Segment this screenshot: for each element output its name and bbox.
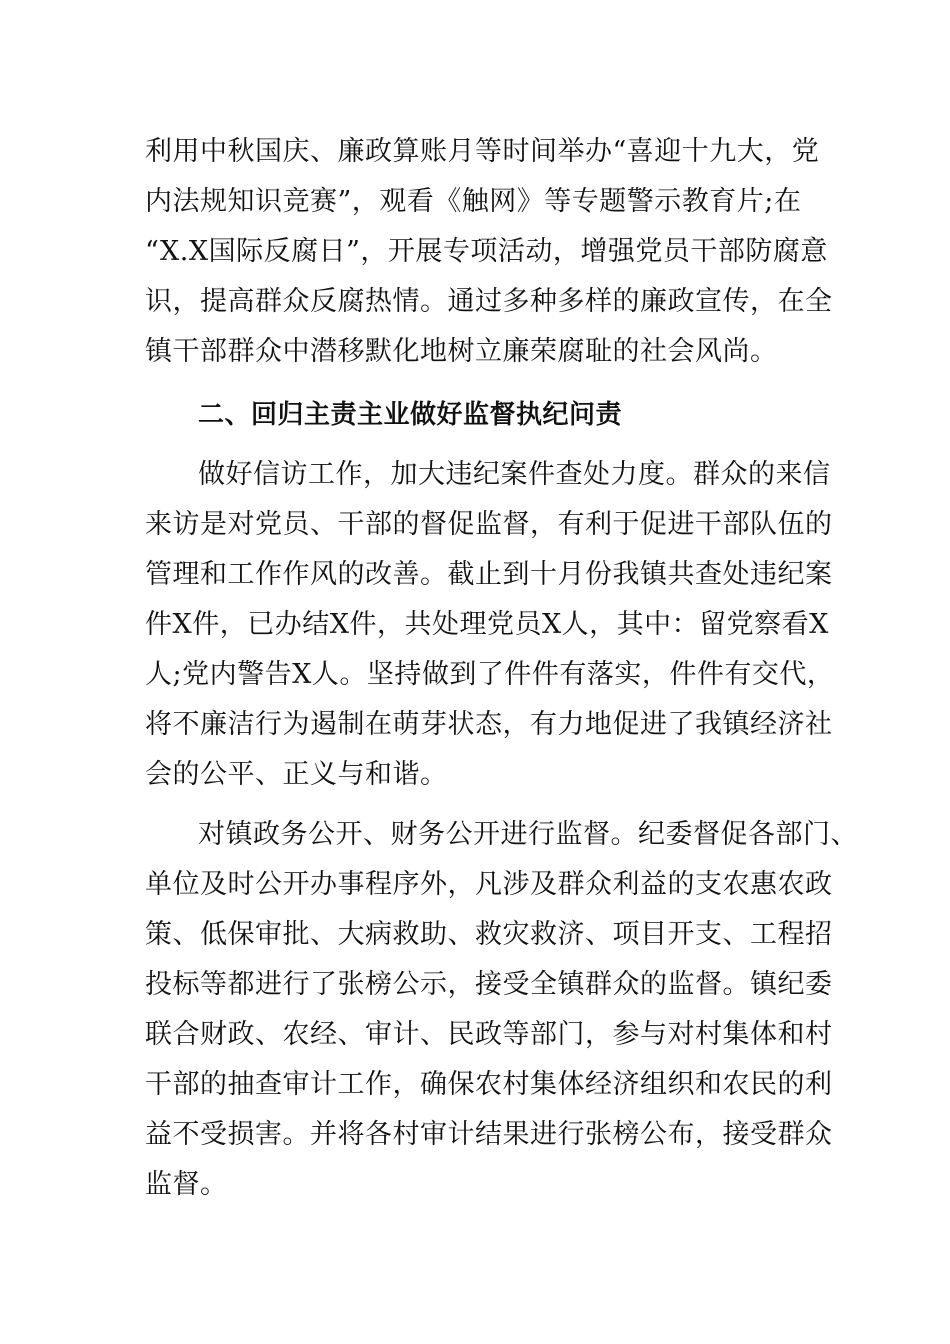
paragraph-line: “X.X国际反腐日”，开展专项活动，增强党员干部防腐意 [145, 236, 828, 267]
paragraph-line: 干部的抽查审计工作，确保农村集体经济组织和农民的利 [145, 1069, 833, 1100]
paragraph-line: 利用中秋国庆、廉政算账月等时间举办“喜迎十九大，党 [145, 136, 820, 167]
paragraph-line: 监督。 [145, 1169, 228, 1200]
paragraph-line: 单位及时公开办事程序外，凡涉及群众利益的支农惠农政 [145, 869, 833, 900]
paragraph-line: 镇干部群众中潜移默化地树立廉荣腐耻的社会风尚。 [145, 336, 778, 367]
paragraph-line: 策、低保审批、大病救助、救灾救济、项目开支、工程招 [145, 919, 833, 950]
paragraph-line: 对镇政务公开、财务公开进行监督。纪委督促各部门、 [198, 819, 858, 850]
paragraph-line: 来访是对党员、干部的督促监督，有利于促进干部队伍的 [145, 509, 833, 540]
paragraph-line: 人;党内警告X人。坚持做到了件件有落实，件件有交代， [145, 659, 835, 690]
paragraph-line: 件X件，已办结X件，共处理党员X人，其中：留党察看X [145, 609, 829, 640]
paragraph-line: 将不廉洁行为遏制在萌芽状态，有力地促进了我镇经济社 [145, 709, 833, 740]
section-heading: 二、回归主责主业做好监督执纪问责 [198, 400, 623, 430]
paragraph-line: 投标等都进行了张榜公示，接受全镇群众的监督。镇纪委 [145, 969, 833, 1000]
paragraph-line: 做好信访工作，加大违纪案件查处力度。群众的来信 [198, 459, 831, 490]
paragraph-line: 管理和工作作风的改善。截止到十月份我镇共查处违纪案 [145, 559, 833, 590]
paragraph-line: 联合财政、农经、审计、民政等部门，参与对村集体和村 [145, 1019, 833, 1050]
paragraph-line: 内法规知识竞赛”，观看《触网》等专题警示教育片;在 [145, 186, 802, 217]
paragraph-line: 益不受损害。并将各村审计结果进行张榜公布，接受群众 [145, 1119, 833, 1150]
paragraph-line: 识，提高群众反腐热情。通过多种多样的廉政宣传，在全 [145, 286, 833, 317]
paragraph-line: 会的公平、正义与和谐。 [145, 759, 448, 790]
